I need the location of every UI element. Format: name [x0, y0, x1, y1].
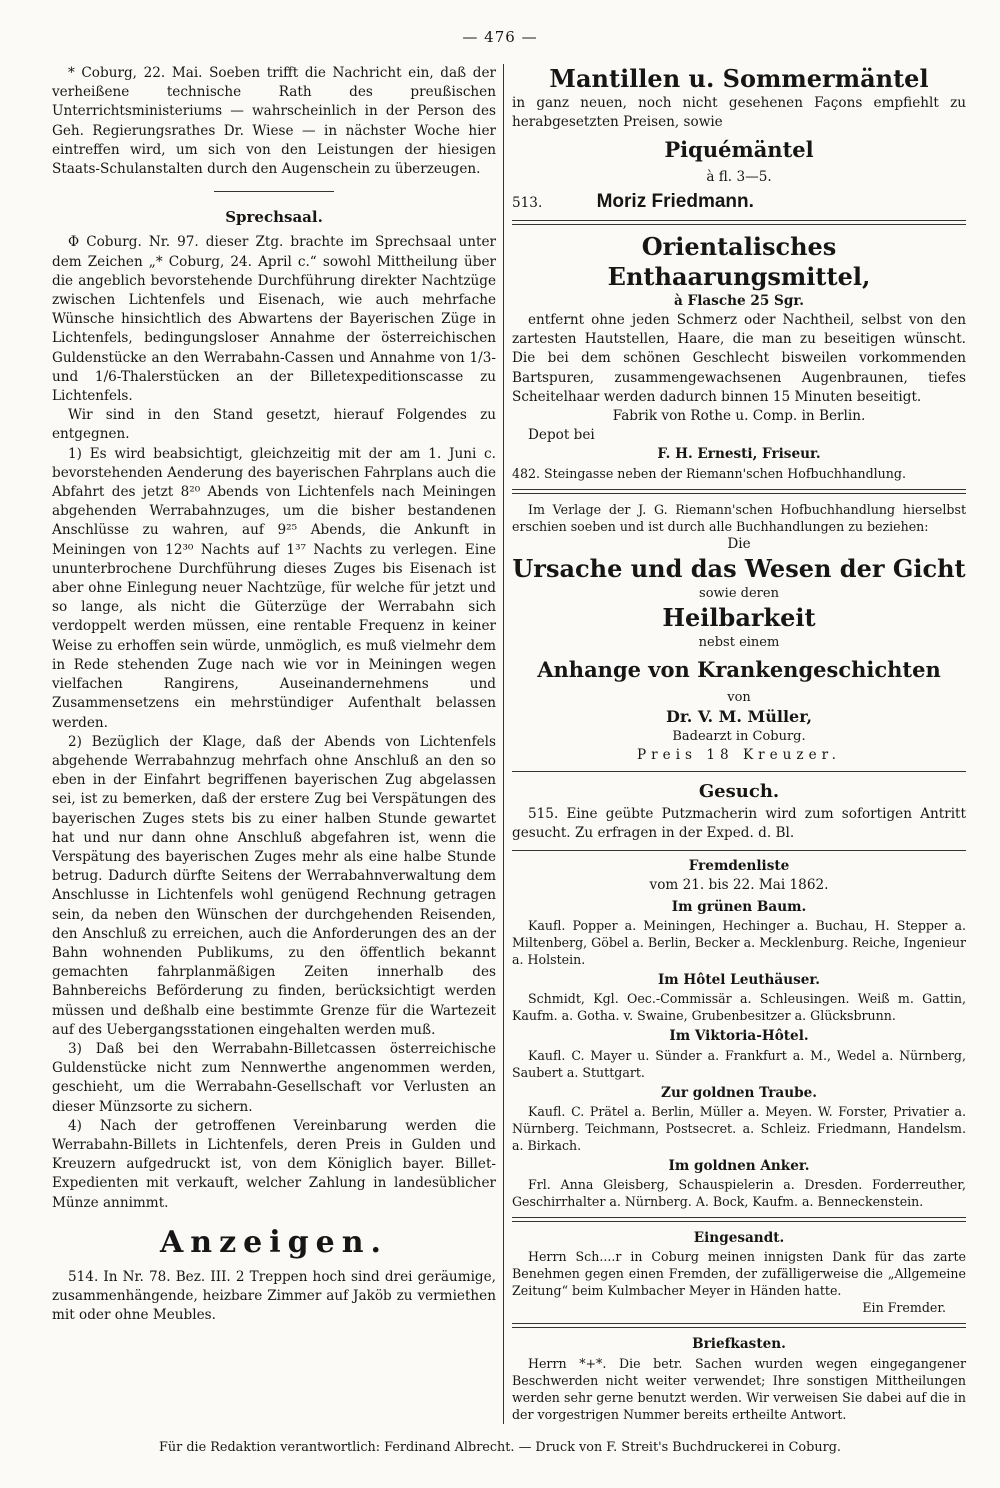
briefkasten-text: Herrn *+*. Die betr. Sachen wurden wegen eingegangener Beschwerden nicht weiter verwendet; Ihre sonstigen Mittheilungen werden sehr gerne benutzt werden. Wir verweisen Sie dabei auf die in der vorgestrigen Nummer bereits ertheilte Antwort. [512, 1355, 966, 1422]
fremdenliste-heading: Fremdenliste [688, 857, 790, 874]
anzeigen-heading: Anzeigen. [160, 1224, 388, 1260]
right-column [512, 64, 966, 1423]
book-nebst: nebst einem [698, 635, 780, 651]
ad-482: 482. Steingasse neben der Riemann'schen Hofbuchhandlung. [512, 465, 906, 481]
orient-dealer: F. H. Ernesti, Friseur. [657, 446, 821, 463]
ad-515: 515. Eine geübte Putzmacherin wird zum sofortigen Antritt gesucht. Zu erfragen in der Exped. d. Bl. [512, 806, 966, 842]
orient-title: Orientalisches Enthaarungsmittel, [607, 231, 871, 291]
book-title-2: Heilbarkeit [662, 603, 816, 633]
orient-fabrik: Fabrik von Rothe u. Comp. in Berlin. [612, 408, 866, 425]
separator [512, 850, 966, 851]
hotel-guests: Frl. Anna Gleisberg, Schauspielerin a. Dresden. Forderreuther, Geschirrhalter a. Nürnberg. A. Bock, Kaufm. a. Benneckenstein. [512, 1177, 966, 1210]
hotel-guests: Schmidt, Kgl. Oec.-Commissär a. Schleusingen. Weiß m. Gattin, Kaufm. a. Gotha. v. Swaine, Grubenbesitzer a. Glücksbrunn. [512, 991, 966, 1024]
eingesandt-text: Herrn Sch....r in Coburg meinen innigsten Dank für das zarte Benehmen gegen einen Fremden, der zufälligerweise die „Allgemeine Zeitung“ beim Kulmbacher Meyer in Händen hatte. [512, 1249, 966, 1299]
fremdenliste-date: vom 21. bis 22. Mai 1862. [649, 876, 829, 893]
sprechsaal-paragraph: 2) Bezüglich der Klage, daß der Abends von Lichtenfels abgehende Werrabahnzug mehrfach ohne Anschluß an den so eben in der Einfahrt begriffenen bayerischen Zug abgelassen sei, ist zu bemerken, daß der erstere Zug bei Verspätungen des bayerischen Zuges stets bis zu einer halben Stunde gewartet hat und nur dann ohne Anschluß abgefahren ist, wenn die Verspätung des bayerischen Zuges mehr als eine halbe Stunde betrug. Dadurch dürfte Seitens der Werrabahnverwaltung dem Anschlusse in Lichtenfels wohl genügend Rechnung getragen sein, da neben den Wünschen der durchgehenden Reisenden, den Anschluß zu erreichen, auch die Anforderungen des an der Bahn wohnenden Publikums, zu den öffentlich bekannt gemachten fahrplanmäßigen Zeiten innerhalb des Bahnbereichs Beförderung zu finden, berücksichtigt werden müssen und deßhalb eine bestimmte Grenze für die Wartezeit auf des Uebergangsstationen eingehalten werden muß. [52, 733, 496, 1038]
column-divider [503, 64, 504, 1424]
imprint-footer: Für die Redaktion verantwortlich: Ferdinand Albrecht. — Druck von F. Streit's Buchdruckerei in Coburg. [159, 1440, 841, 1455]
coburg-news: * Coburg, 22. Mai. Soeben trifft die Nachricht ein, daß der verheißene technische Rath des preußischen Unterrichtsministeriums — wahrscheinlich in der Person des Geh. Regierungsrathes Dr. Wiese — in nächster Woche hier eintreffen wird, um sich von den Leistungen der hiesigen Staats-Schulanstalten durch den Augenschein zu überzeugen. [52, 65, 496, 178]
hotel-guests: Kaufl. C. Mayer u. Sünder a. Frankfurt a. M., Wedel a. Nürnberg, Saubert a. Stuttgart. [512, 1047, 966, 1080]
mantillen-title: Mantillen u. Sommermäntel [549, 64, 929, 93]
mantillen-text: in ganz neuen, noch nicht gesehenen Façons empfiehlt zu herabgesetzten Preisen, sowie [512, 95, 966, 131]
sprechsaal-paragraph: 3) Daß bei den Werrabahn-Billetcassen österreichische Guldenstücke nicht zum Nennwerthe angenommen werden, geschieht, um die Werrabahn-Gesellschaft vor Verlusten an dieser Münzsorte zu sichern. [52, 1040, 496, 1115]
hotel-name: Im grünen Baum. [671, 899, 807, 916]
book-price: Preis 18 Kreuzer. [637, 746, 841, 763]
sprechsaal-paragraph: Wir sind in den Stand gesetzt, hierauf Folgendes zu entgegnen. [52, 407, 496, 443]
book-author-role: Badearzt in Coburg. [672, 728, 806, 744]
book-von: von [727, 690, 751, 706]
separator [512, 771, 966, 772]
ad-514: 514. In Nr. 78. Bez. III. 2 Treppen hoch sind drei geräumige, zusammenhängende, heizbare Zimmer auf Jaköb zu vermiethen mit oder ohne Meubles. [52, 1268, 496, 1324]
hotel-name: Im Viktoria-Hôtel. [669, 1028, 809, 1045]
divider [214, 191, 334, 192]
verlag-text: Im Verlage der J. G. Riemann'schen Hofbuchhandlung hierselbst erschien soeben und ist durch alle Buchhandlungen zu beziehen: [512, 501, 966, 534]
sprechsaal-heading: Sprechsaal. [225, 208, 323, 227]
separator [512, 1323, 966, 1328]
ad-number: 513. [512, 194, 543, 211]
piquemaentel-title: Piquémäntel [664, 137, 814, 163]
separator [512, 220, 966, 225]
hotel-name: Zur goldnen Traube. [661, 1084, 817, 1101]
orient-price: à Flasche 25 Sgr. [674, 292, 804, 309]
gesuch-heading: Gesuch. [698, 781, 780, 803]
eingesandt-heading: Eingesandt. [693, 1230, 785, 1247]
ad-513-signature [512, 192, 966, 213]
book-die: Die [727, 535, 751, 552]
hotel-name: Im Hôtel Leuthäuser. [657, 972, 821, 989]
book-title-3: Anhange von Krankengeschichten [537, 657, 941, 683]
left-column [52, 64, 496, 1326]
briefkasten-heading: Briefkasten. [692, 1336, 786, 1353]
orient-depot: Depot bei [528, 427, 595, 444]
sprechsaal-paragraph: 1) Es wird beabsichtigt, gleichzeitig mit der am 1. Juni c. bevorstehenden Aenderung des bayerischen Fahrplans auch die Abfahrt des jetzt 8²⁰ Abends von Lichtenfels nach Meiningen abgehenden Werrabahnzuges, um die bisher bestandenen Anschlüsse zu wahren, auf 9²⁵ Abends, die Ankunft in Meiningen von 12³⁰ Nachts auf 1³⁷ Nachts zu verlegen. Eine ununterbrochene Durchführung dieses Zuges bis Eisenach ist aber ohne Einlegung neuer Nachtzüge, für welche für jetzt und so lange, als nicht die Güterzüge der Werrabahn sich verdoppelt werden müssen, eine rentable Frequenz in keiner Weise zu erhoffen sein würde, unmöglich, es muß vielmehr dem in Rede stehenden Zuge nach wie vor in Meiningen wegen vielfachen Rangirens, Auseinandernehmens und Zusammensetzens ein mehrstündiger Aufenthalt belassen werden. [52, 445, 496, 731]
hotel-guests: Kaufl. C. Prätel a. Berlin, Müller a. Meyen. W. Forster, Privatier a. Nürnberg. Teichmann, Postsecret. a. Schleiz. Friedmann, Handelsm. a. Birkach. [512, 1103, 966, 1153]
sprechsaal-paragraph: 4) Nach der getroffenen Vereinbarung werden die Werrabahn-Billets in Lichtenfels, deren Preis in Gulden und Kreuzern aufgedruckt ist, von dem Königlich bayer. Billet-Expedienten mit verkauft, welcher Zahlung in landesüblicher Münze annimmt. [52, 1117, 496, 1211]
separator [512, 489, 966, 494]
book-sowie: sowie deren [699, 585, 779, 601]
hotel-name: Im goldnen Anker. [668, 1157, 810, 1174]
eingesandt-signature: Ein Fremder. [862, 1300, 946, 1316]
book-author: Dr. V. M. Müller, [665, 707, 813, 727]
firm-name: Moriz Friedmann. [596, 190, 754, 212]
book-title-1: Ursache und das Wesen der Gicht [512, 553, 966, 583]
piquemaentel-price: à fl. 3—5. [706, 169, 772, 186]
page-number: — 476 — [462, 28, 538, 46]
sprechsaal-paragraph: Φ Coburg. Nr. 97. dieser Ztg. brachte im Sprechsaal unter dem Zeichen „* Coburg, 24. April c.“ sowohl Mittheilung über die angeblich bevorstehende Durchführung direkter Nachtzüge zwischen Lichtenfels und Eisenach, wie auch mehrfache Wünsche hinsichtlich des Abwartens der Bayerischen Züge in Lichtenfels, bedingungsloser Annahme der österreichischen Guldenstücke an den Werrabahn-Cassen und Annahme von 1/3- und 1/6-Thalerstücken an der Billetexpeditionscasse zu Lichtenfels. [52, 234, 496, 405]
hotel-guests: Kaufl. Popper a. Meiningen, Hechinger a. Buchau, H. Stepper a. Miltenberg, Göbel a. Berlin, Becker a. Mecklenburg. Reiche, Ingenieur a. Holstein. [512, 918, 966, 968]
orient-text: entfernt ohne jeden Schmerz oder Nachtheil, selbst von den zartesten Hautstellen, Haare, die man zu beseitigen wünscht. Die bei dem schönen Geschlecht bisweilen vorkommenden Bartspuren, zusammengewachsenen Augenbraunen, tiefes Scheitelhaar werden dadurch binnen 15 Minuten beseitigt. [512, 312, 966, 405]
separator [512, 1217, 966, 1222]
